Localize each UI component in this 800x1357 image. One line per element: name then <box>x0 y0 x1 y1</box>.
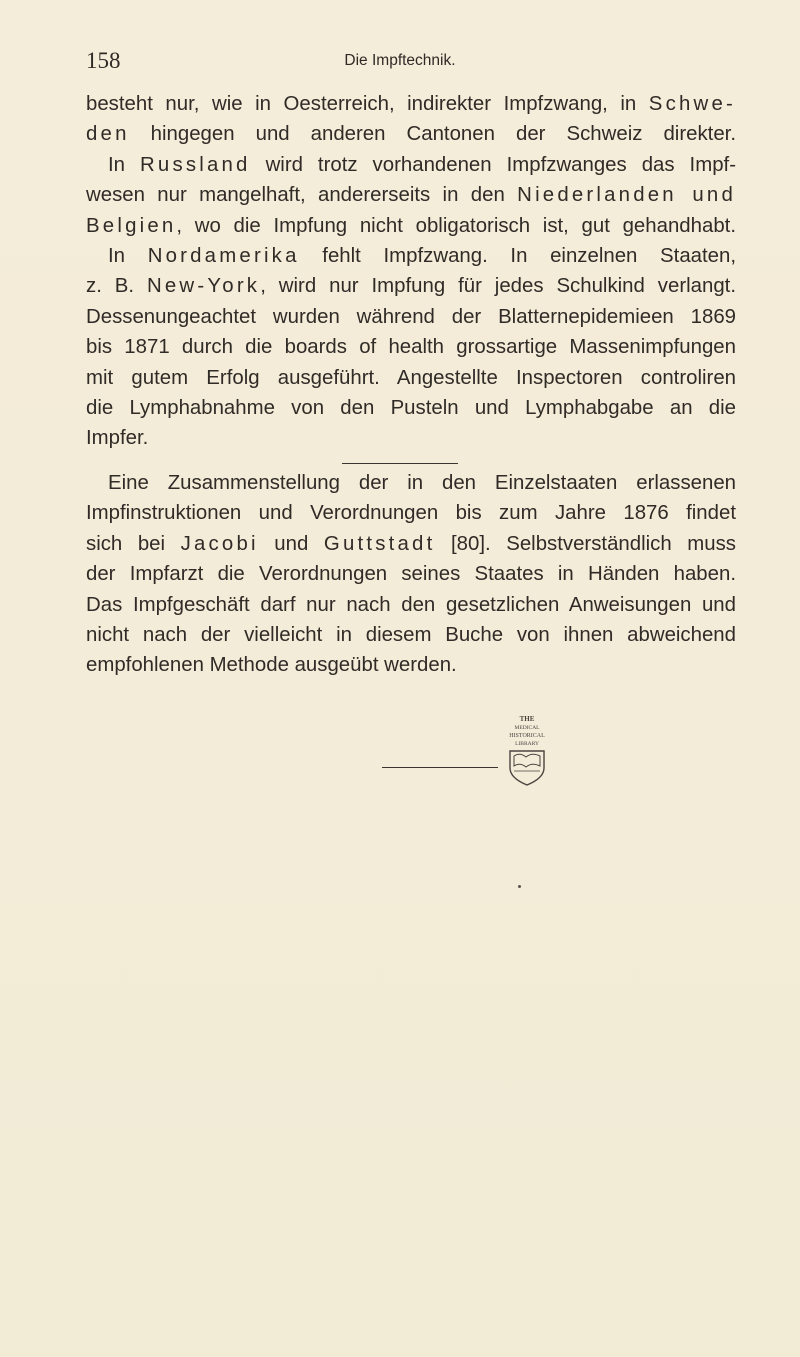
svg-text:HISTORICAL: HISTORICAL <box>509 733 545 739</box>
text-line: empfohlenen Methode ausgeübt werden. <box>86 654 457 677</box>
section-divider <box>342 463 458 464</box>
text-line: die Lymphabnahme von den Pusteln und Lymphabgabe an die <box>86 396 736 419</box>
text-line: In Russland wird trotz vorhandenen Impfzwanges das Impf- <box>108 153 736 176</box>
svg-text:LIBRARY: LIBRARY <box>515 741 539 747</box>
text-line: Impfinstruktionen und Verordnungen bis zum Jahre 1876 findet <box>86 502 736 525</box>
spaced-name: Schwe- <box>648 93 736 115</box>
end-divider <box>382 767 498 768</box>
text-line: nicht nach der vielleicht in diesem Buche von ihnen abweichend <box>86 623 736 646</box>
text-line: besteht nur, wie in Oesterreich, indirekter Impfzwang, in Schwe- <box>86 93 736 115</box>
spaced-name: Nordamerika <box>147 244 300 267</box>
spaced-name: Guttstadt <box>323 532 436 555</box>
paper-speck <box>518 885 521 888</box>
text-line: Belgien, wo die Impfung nicht obligatorisch ist, gut gehandhabt. <box>86 214 736 237</box>
text-line: bis 1871 durch die boards of health grossartige Massenimpfungen <box>86 336 736 359</box>
text-line: der Impfarzt die Verordnungen seines Staates in Händen haben. <box>86 563 736 586</box>
paragraph-1 <box>86 89 736 454</box>
spaced-name: Russland <box>139 153 251 176</box>
text-line: Impfer. <box>86 427 149 450</box>
spaced-name: Niederlanden und <box>517 184 737 207</box>
text-line: mit gutem Erfolg ausgeführt. Angestellte Inspectoren controliren <box>86 366 736 389</box>
spaced-name: Belgien <box>86 214 177 237</box>
svg-text:THE: THE <box>519 715 535 723</box>
paragraph-2 <box>86 468 736 681</box>
spaced-name: den <box>86 123 130 146</box>
text-line: den hingegen und anderen Cantonen der Schweiz direkter. <box>86 123 736 146</box>
text-line: Eine Zusammenstellung der in den Einzelstaaten erlassenen <box>108 472 736 494</box>
text-line: z. B. New-York, wird nur Impfung für jedes Schulkind verlangt. <box>86 275 736 298</box>
svg-text:MEDICAL: MEDICAL <box>514 725 540 731</box>
text-line: In Nordamerika fehlt Impfzwang. In einzelnen Staaten, <box>108 244 737 267</box>
text-line: Das Impfgeschäft darf nur nach den gesetzlichen Anweisungen und <box>86 593 736 616</box>
spaced-name: New-York <box>146 275 261 298</box>
spaced-name: Jacobi <box>180 532 259 555</box>
text-line: Dessenungeachtet wurden während der Blatternepidemieen 1869 <box>86 305 736 328</box>
text-line: sich bei Jacobi und Guttstadt [80]. Selbstverständlich muss <box>86 532 736 555</box>
page-number: 158 <box>86 48 121 73</box>
running-head: Die Impftechnik. <box>344 52 456 69</box>
library-stamp-icon <box>498 712 556 787</box>
text-line: wesen nur mangelhaft, andererseits in den Niederlanden und <box>86 184 737 207</box>
